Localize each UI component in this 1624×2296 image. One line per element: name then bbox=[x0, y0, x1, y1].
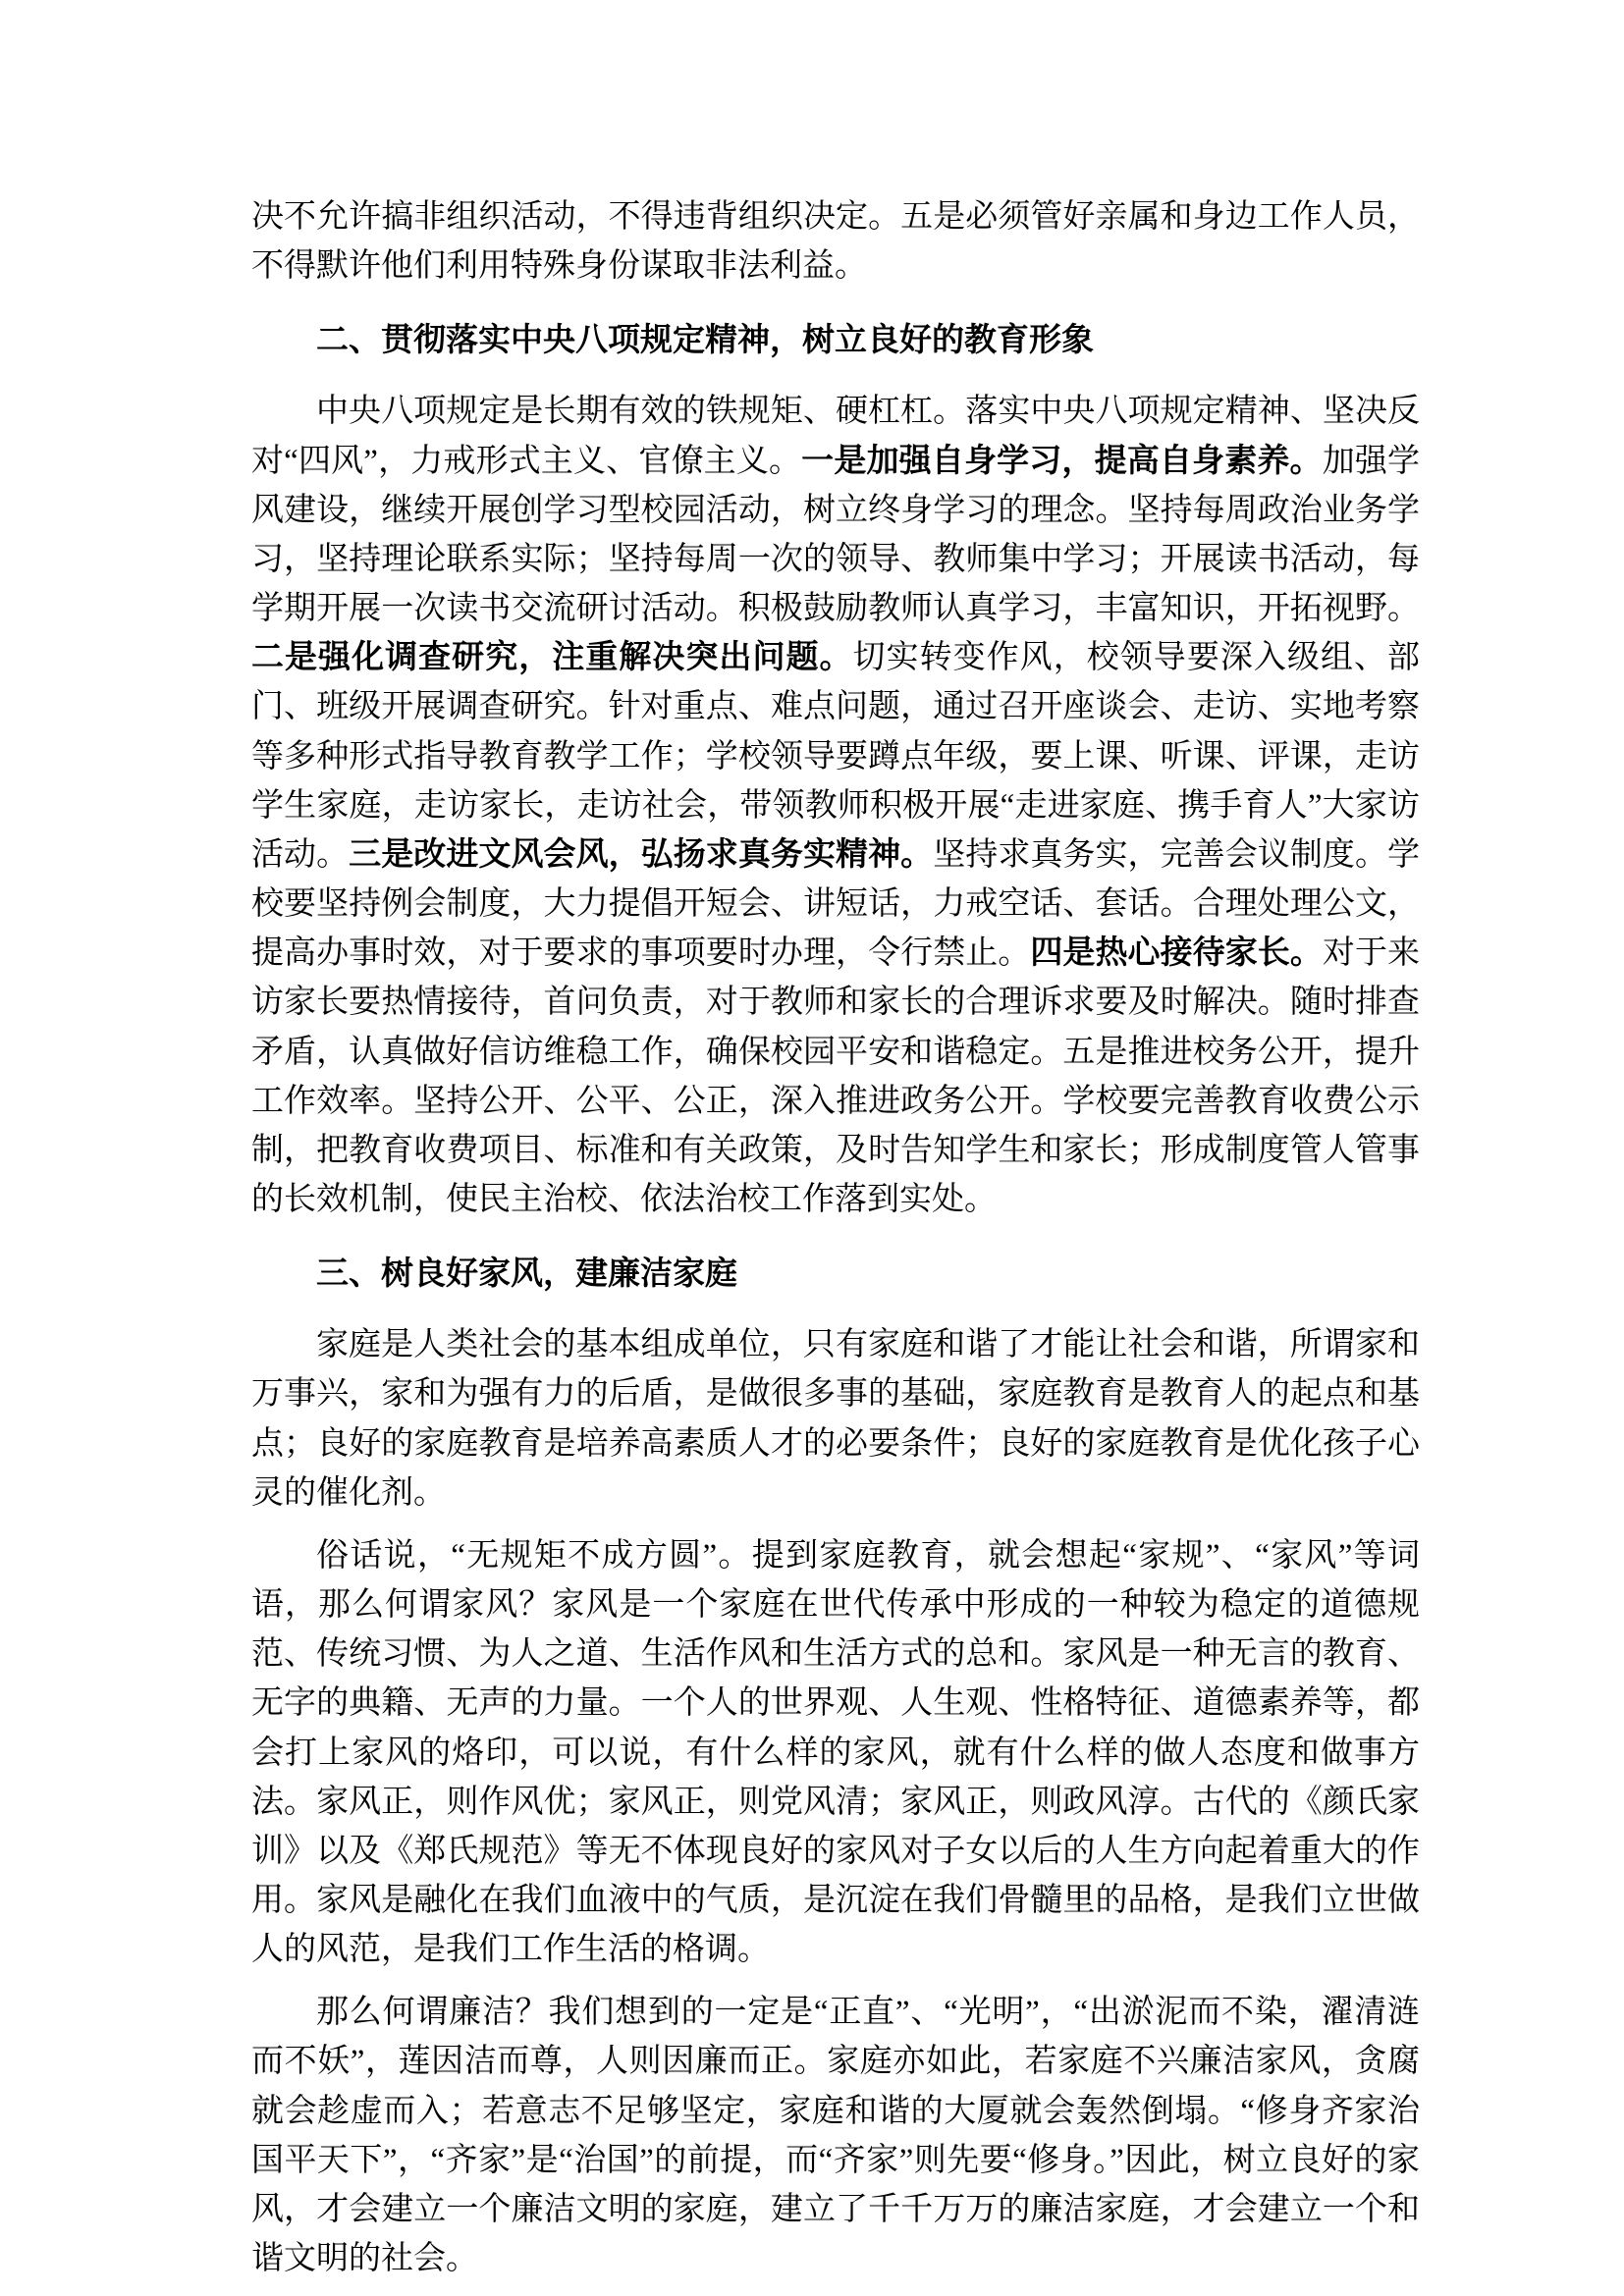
bold-text-run: 三、树良好家风，建廉洁家庭 bbox=[316, 1256, 737, 1293]
paragraph bbox=[251, 1988, 1420, 2283]
bold-text-run: 一是加强自身学习，提高自身素养。 bbox=[801, 443, 1323, 479]
paragraph bbox=[251, 1320, 1420, 1518]
text-run: 坚持求真务实，完善会议制度。学校要坚持例会制度，大力提倡开短会、讲短话，力戒空话、套话。合理处理公文，提高办事时效，对于要求的事项要时办理，令行禁止。 bbox=[251, 836, 1421, 972]
paragraph bbox=[251, 387, 1420, 1224]
document-body bbox=[251, 192, 1420, 2283]
paragraph bbox=[251, 192, 1420, 291]
bold-text-run: 二、贯彻落实中央八项规定精神，树立良好的教育形象 bbox=[316, 323, 1094, 359]
bold-text-run: 三是改进文风会风，弘扬求真务实精神。 bbox=[349, 836, 934, 873]
bold-text-run: 四是热心接待家长。 bbox=[1030, 935, 1323, 972]
text-run: 俗话说，“无规矩不成方圆”。提到家庭教育，就会想起“家规”、“家风”等词语，那么何谓家风？家风是一个家庭在世代传承中形成的一种较为稳定的道德规范、传统习惯、为人之道、生活作风和生活方式的总和。家风是一种无言的教育、无字的典籍、无声的力量。一个人的世界观、人生观、性格特征、道德素养等，都会打上家风的烙印，可以说，有什么样的家风，就有什么样的做人态度和做事方法。家风正，则作风优；家风正，则党风清；家风正，则政风淳。古代的《颜氏家训》以及《郑氏规范》等无不体现良好的家风对子女以后的人生方向起着重大的作用。家风是融化在我们血液中的气质，是沉淀在我们骨髓里的品格，是我们立世做人的风范，是我们工作生活的格调。 bbox=[251, 1537, 1420, 1968]
text-run: 加强学风建设，继续开展创学习型校园活动，树立终身学习的理念。坚持每周政治业务学习，坚持理论联系实际；坚持每周一次的领导、教师集中学习；开展读书活动，每学期开展一次读书交流研讨活动。积极鼓励教师认真学习，丰富知识，开拓视野。 bbox=[251, 443, 1421, 627]
text-run: 决不允许搞非组织活动，不得违背组织决定。五是必须管好亲属和身边工作人员，不得默许他们利用特殊身份谋取非法利益。 bbox=[251, 199, 1420, 285]
text-run: 对于来访家长要热情接待，首问负责，对于教师和家长的合理诉求要及时解决。随时排查矛盾，认真做好信访维稳工作，确保校园平安和谐稳定。五是推进校务公开，提升工作效率。坚持公开、公平、公正，深入推进政务公开。学校要完善教育收费公示制，把教育收费项目、标准和有关政策，及时告知学生和家长；形成制度管人管事的长效机制，使民主治校、依法治校工作落到实处。 bbox=[251, 935, 1421, 1217]
text-run: 那么何谓廉洁？我们想到的一定是“正直”、“光明”，“出淤泥而不染，濯清涟而不妖”，莲因洁而尊，人则因廉而正。家庭亦如此，若家庭不兴廉洁家风，贪腐就会趁虚而入；若意志不足够坚定，家庭和谐的大厦就会轰然倒塌。“修身齐家治国平天下”，“齐家”是“治国”的前提，而“齐家”则先要“修身。”因此，树立良好的家风，才会建立一个廉洁文明的家庭，建立了千千万万的廉洁家庭，才会建立一个和谐文明的社会。 bbox=[251, 1995, 1420, 2277]
section-heading bbox=[251, 316, 1420, 365]
section-heading bbox=[251, 1250, 1420, 1299]
text-run: 中央八项规定是长期有效的铁规矩、硬杠杠。落实中央八项规定精神、坚决反对“四风”，力戒形式主义、官僚主义。 bbox=[251, 394, 1420, 479]
bold-text-run: 二是强化调查研究，注重解决突出问题。 bbox=[251, 640, 853, 676]
paragraph bbox=[251, 1531, 1420, 1974]
text-run: 家庭是人类社会的基本组成单位，只有家庭和谐了才能让社会和谐，所谓家和万事兴，家和为强有力的后盾，是做很多事的基础，家庭教育是教育人的起点和基点；良好的家庭教育是培养高素质人才的必要条件；良好的家庭教育是优化孩子心灵的催化剂。 bbox=[251, 1327, 1420, 1511]
text-run: 切实转变作风，校领导要深入级组、部门、班级开展调查研究。针对重点、难点问题，通过召开座谈会、走访、实地考察等多种形式指导教育教学工作；学校领导要蹲点年级，要上课、听课、评课，走访学生家庭，走访家长，走访社会，带领教师积极开展“走进家庭、携手育人”大家访活动。 bbox=[251, 640, 1421, 873]
